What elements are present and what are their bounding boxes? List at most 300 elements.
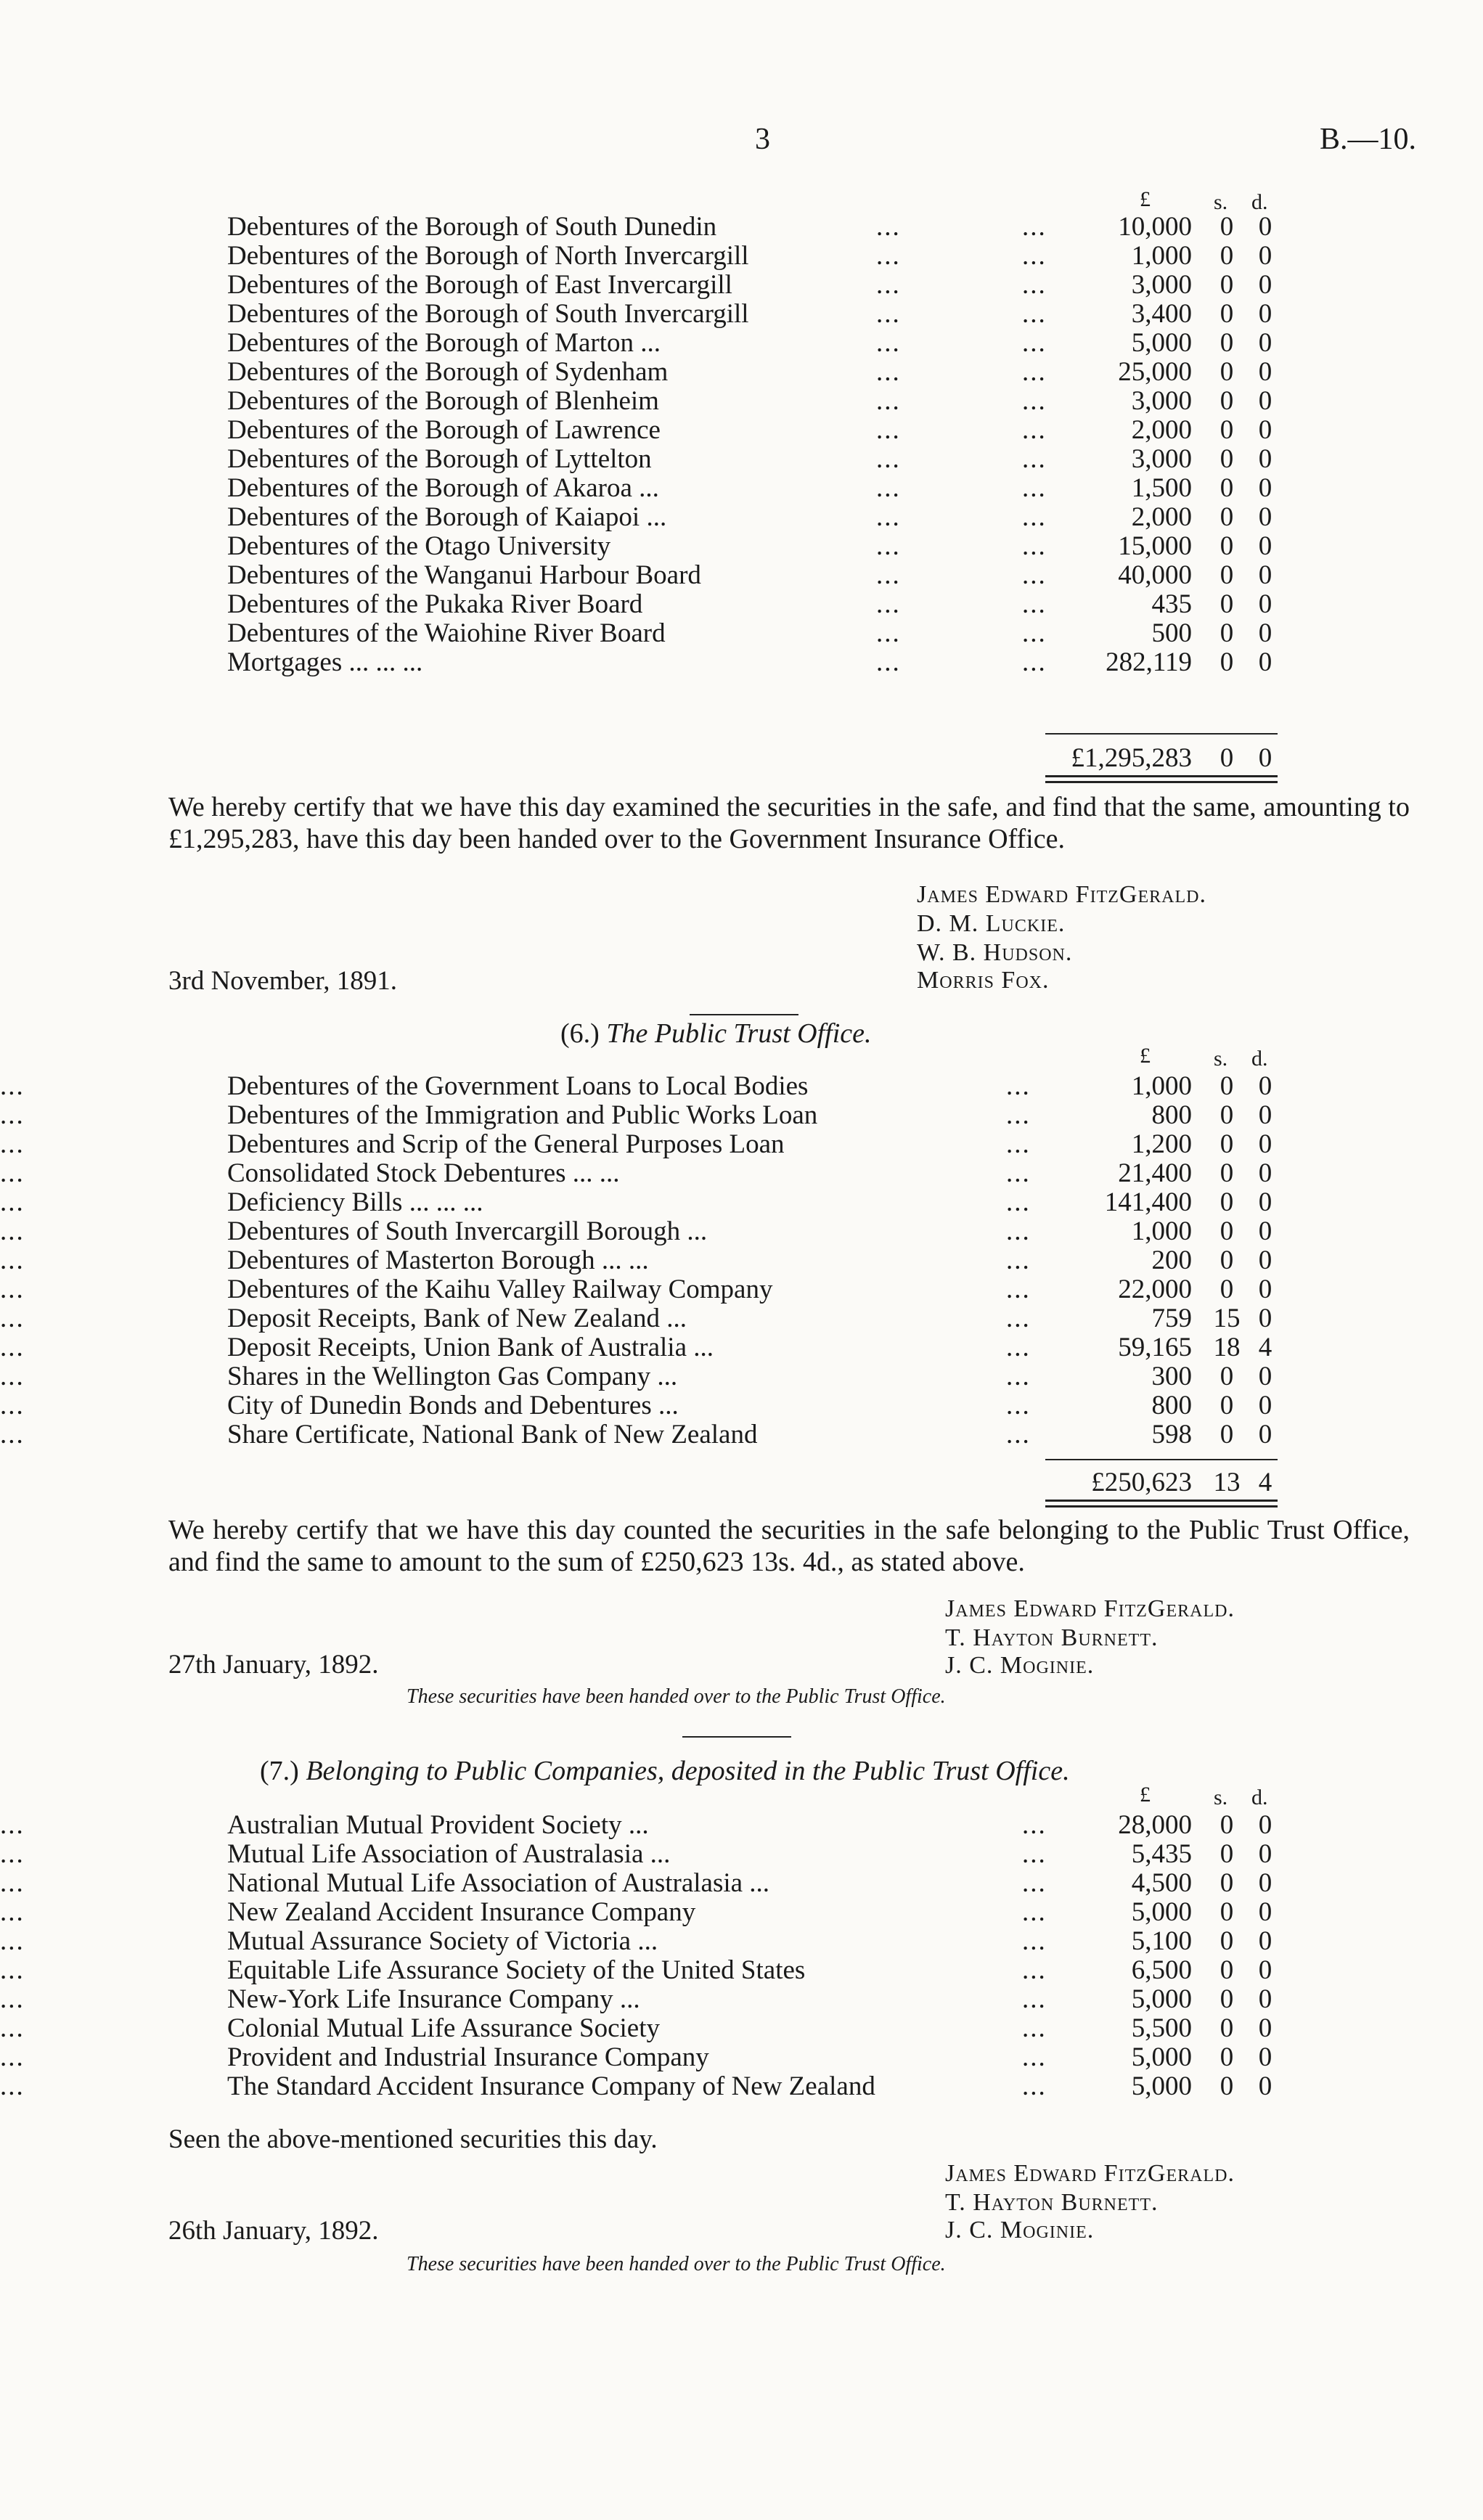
row-leader-dots: ... bbox=[0, 1129, 25, 1159]
row-pence: 0 bbox=[1258, 647, 1272, 677]
section6-total-row bbox=[0, 1468, 1483, 1498]
row-label: Debentures of the Borough of Lawrence bbox=[227, 415, 661, 445]
section7-row bbox=[0, 1839, 1483, 1870]
row-pence: 0 bbox=[1258, 1926, 1272, 1956]
row-label: Debentures of the Immigration and Public Works Loan bbox=[227, 1100, 818, 1130]
section5-row bbox=[0, 270, 1483, 300]
section7-signatory-2: T. Hayton Burnett. bbox=[945, 2189, 1159, 2216]
row-shillings: 0 bbox=[1220, 415, 1234, 445]
row-shillings: 0 bbox=[1220, 357, 1234, 387]
s6-pounds-header: £ bbox=[1140, 1044, 1151, 1068]
row-leader-dots: ... bbox=[0, 1391, 25, 1420]
row-leader-dots: ... bbox=[1006, 1333, 1031, 1362]
row-shillings: 15 bbox=[1213, 1304, 1241, 1333]
row-pence: 0 bbox=[1258, 1129, 1272, 1159]
row-pounds: 5,000 bbox=[1131, 2042, 1192, 2072]
section7-date: 26th January, 1892. bbox=[168, 2216, 379, 2246]
section5-total-shillings: 0 bbox=[1220, 743, 1234, 773]
row-leader-dots: ... bbox=[1006, 1071, 1031, 1101]
section6-title bbox=[560, 1018, 872, 1050]
row-pounds: 3,000 bbox=[1131, 270, 1192, 300]
section6-row bbox=[0, 1245, 1483, 1276]
document-reference: B.—10. bbox=[1320, 123, 1417, 156]
row-label: National Mutual Life Association of Australasia ... bbox=[227, 1868, 770, 1898]
row-leader-dots: ... bbox=[876, 473, 901, 503]
row-pounds: 1,500 bbox=[1131, 473, 1192, 503]
row-pence: 0 bbox=[1258, 531, 1272, 561]
row-label: Deposit Receipts, Bank of New Zealand ... bbox=[227, 1304, 687, 1333]
section7-row bbox=[0, 1955, 1483, 1986]
row-pence: 0 bbox=[1258, 1187, 1272, 1217]
section6-row bbox=[0, 1216, 1483, 1247]
row-leader-dots: ... bbox=[876, 299, 901, 329]
row-pence: 0 bbox=[1258, 2071, 1272, 2101]
section5-signatory-2: D. M. Luckie. bbox=[917, 910, 1066, 937]
section6-total-pounds: £250,623 bbox=[1091, 1468, 1192, 1497]
row-leader-dots: ... bbox=[1022, 560, 1047, 590]
row-pence: 0 bbox=[1258, 1304, 1272, 1333]
section5-row bbox=[0, 531, 1483, 562]
row-leader-dots: ... bbox=[876, 415, 901, 445]
row-label: Debentures of the Borough of Marton ... bbox=[227, 328, 661, 358]
separator-2 bbox=[682, 1736, 791, 1738]
row-leader-dots: ... bbox=[0, 1187, 25, 1217]
row-pounds: 22,000 bbox=[1118, 1275, 1192, 1304]
row-pence: 0 bbox=[1258, 2013, 1272, 2043]
row-leader-dots: ... bbox=[0, 1275, 25, 1304]
row-shillings: 0 bbox=[1220, 1926, 1234, 1956]
section5-total-pounds: £1,295,283 bbox=[1071, 743, 1192, 773]
section6-row bbox=[0, 1391, 1483, 1421]
pence-column-header: d. bbox=[1251, 190, 1268, 214]
row-pence: 0 bbox=[1258, 1897, 1272, 1927]
row-pounds: 2,000 bbox=[1131, 415, 1192, 445]
row-label: Mutual Assurance Society of Victoria ... bbox=[227, 1926, 658, 1956]
row-leader-dots: ... bbox=[0, 1420, 25, 1449]
row-shillings: 0 bbox=[1220, 328, 1234, 358]
section6-row bbox=[0, 1129, 1483, 1160]
row-leader-dots: ... bbox=[876, 618, 901, 648]
row-leader-dots: ... bbox=[0, 1304, 25, 1333]
row-pounds: 40,000 bbox=[1118, 560, 1192, 590]
row-leader-dots: ... bbox=[1022, 444, 1047, 474]
row-pence: 0 bbox=[1258, 502, 1272, 532]
section5-row bbox=[0, 473, 1483, 504]
row-shillings: 0 bbox=[1220, 1955, 1234, 1985]
row-leader-dots: ... bbox=[1022, 386, 1047, 416]
section6-date: 27th January, 1892. bbox=[168, 1650, 379, 1680]
row-leader-dots: ... bbox=[1022, 1926, 1047, 1956]
section7-row bbox=[0, 2013, 1483, 2044]
section5-row bbox=[0, 241, 1483, 271]
row-leader-dots: ... bbox=[1022, 618, 1047, 648]
shillings-column-header: s. bbox=[1214, 190, 1228, 214]
row-pence: 0 bbox=[1258, 270, 1272, 300]
row-pence: 0 bbox=[1258, 1810, 1272, 1840]
section5-row bbox=[0, 328, 1483, 359]
row-pounds: 1,000 bbox=[1131, 241, 1192, 271]
row-pounds: 1,000 bbox=[1131, 1216, 1192, 1246]
row-leader-dots: ... bbox=[1022, 473, 1047, 503]
row-label: Debentures of the Borough of Akaroa ... bbox=[227, 473, 659, 503]
row-leader-dots: ... bbox=[876, 560, 901, 590]
row-label: Debentures of the Otago University bbox=[227, 531, 611, 561]
row-leader-dots: ... bbox=[0, 1362, 25, 1391]
row-pence: 0 bbox=[1258, 415, 1272, 445]
row-leader-dots: ... bbox=[1022, 1868, 1047, 1898]
section5-total-rule-2 bbox=[1045, 781, 1278, 783]
row-leader-dots: ... bbox=[1006, 1275, 1031, 1304]
row-pounds: 759 bbox=[1151, 1304, 1192, 1333]
row-leader-dots: ... bbox=[0, 2042, 25, 2072]
section7-row bbox=[0, 1868, 1483, 1899]
row-label: Share Certificate, National Bank of New Zealand bbox=[227, 1420, 758, 1449]
row-label: Debentures of the Borough of Blenheim bbox=[227, 386, 659, 416]
row-leader-dots: ... bbox=[1022, 2042, 1047, 2072]
section5-subtotal-rule bbox=[1045, 733, 1278, 735]
section6-row bbox=[0, 1275, 1483, 1305]
row-leader-dots: ... bbox=[1022, 357, 1047, 387]
section6-certificate: We hereby certify that we have this day counted the securities in the safe belonging to the Public Trust Office, and find the same to amount to the sum of £250,623 13s. 4d., as stated above. bbox=[168, 1515, 1410, 1577]
section6-signatory-2: T. Hayton Burnett. bbox=[945, 1624, 1159, 1651]
row-label: Debentures of the Waiohine River Board bbox=[227, 618, 666, 648]
page-number: 3 bbox=[755, 123, 770, 156]
row-shillings: 0 bbox=[1220, 560, 1234, 590]
row-shillings: 0 bbox=[1220, 299, 1234, 329]
row-pence: 0 bbox=[1258, 618, 1272, 648]
row-leader-dots: ... bbox=[0, 1333, 25, 1362]
section6-total-rule-1 bbox=[1045, 1500, 1278, 1502]
row-shillings: 0 bbox=[1220, 386, 1234, 416]
row-pence: 4 bbox=[1258, 1333, 1272, 1362]
row-leader-dots: ... bbox=[1006, 1362, 1031, 1391]
row-pounds: 3,000 bbox=[1131, 386, 1192, 416]
row-leader-dots: ... bbox=[0, 1071, 25, 1101]
row-leader-dots: ... bbox=[1006, 1100, 1031, 1130]
row-pence: 0 bbox=[1258, 1100, 1272, 1130]
row-shillings: 0 bbox=[1220, 1245, 1234, 1275]
row-label: Debentures of the Borough of East Invercargill bbox=[227, 270, 732, 300]
row-shillings: 0 bbox=[1220, 1129, 1234, 1159]
row-pounds: 1,000 bbox=[1131, 1071, 1192, 1101]
row-label: Debentures and Scrip of the General Purposes Loan bbox=[227, 1129, 785, 1159]
s7-pounds-header: £ bbox=[1140, 1783, 1151, 1807]
row-pence: 0 bbox=[1258, 444, 1272, 474]
section6-note: These securities have been handed over to the Public Trust Office. bbox=[407, 1685, 946, 1708]
row-pence: 0 bbox=[1258, 1362, 1272, 1391]
row-leader-dots: ... bbox=[1006, 1304, 1031, 1333]
row-leader-dots: ... bbox=[1022, 212, 1047, 242]
row-shillings: 0 bbox=[1220, 1187, 1234, 1217]
section6-row bbox=[0, 1100, 1483, 1131]
row-pence: 0 bbox=[1258, 328, 1272, 358]
section5-row bbox=[0, 560, 1483, 591]
row-shillings: 0 bbox=[1220, 2013, 1234, 2043]
row-label: Colonial Mutual Life Assurance Society bbox=[227, 2013, 660, 2043]
row-pence: 0 bbox=[1258, 1839, 1272, 1869]
row-leader-dots: ... bbox=[0, 1897, 25, 1927]
row-shillings: 0 bbox=[1220, 1810, 1234, 1840]
row-shillings: 0 bbox=[1220, 1158, 1234, 1188]
row-label: Debentures of the Government Loans to Local Bodies bbox=[227, 1071, 809, 1101]
row-pence: 0 bbox=[1258, 1158, 1272, 1188]
row-pence: 0 bbox=[1258, 1245, 1272, 1275]
row-leader-dots: ... bbox=[1022, 270, 1047, 300]
row-pounds: 141,400 bbox=[1104, 1187, 1192, 1217]
row-label: Debentures of Masterton Borough ... ... bbox=[227, 1245, 649, 1275]
section7-row bbox=[0, 1926, 1483, 1957]
row-leader-dots: ... bbox=[1022, 1955, 1047, 1985]
row-leader-dots: ... bbox=[1022, 415, 1047, 445]
row-leader-dots: ... bbox=[1006, 1391, 1031, 1420]
section5-signatory-3: W. B. Hudson. bbox=[917, 939, 1073, 966]
s7-pence-header: d. bbox=[1251, 1785, 1268, 1809]
row-pounds: 800 bbox=[1151, 1100, 1192, 1130]
section5-total-row bbox=[0, 743, 1483, 774]
row-pence: 0 bbox=[1258, 386, 1272, 416]
row-pounds: 300 bbox=[1151, 1362, 1192, 1391]
row-label: Debentures of South Invercargill Borough ... bbox=[227, 1216, 708, 1246]
section7-signatory-3: J. C. Moginie. bbox=[945, 2217, 1095, 2243]
row-leader-dots: ... bbox=[0, 1868, 25, 1898]
row-shillings: 0 bbox=[1220, 1391, 1234, 1420]
section7-title bbox=[260, 1755, 1070, 1787]
row-leader-dots: ... bbox=[876, 270, 901, 300]
row-leader-dots: ... bbox=[0, 1100, 25, 1130]
section7-note: These securities have been handed over to the Public Trust Office. bbox=[407, 2253, 946, 2275]
section6-signatory-3: J. C. Moginie. bbox=[945, 1652, 1095, 1679]
row-shillings: 0 bbox=[1220, 1216, 1234, 1246]
row-label: Provident and Industrial Insurance Company bbox=[227, 2042, 709, 2072]
row-shillings: 0 bbox=[1220, 1839, 1234, 1869]
row-pence: 0 bbox=[1258, 1868, 1272, 1898]
row-leader-dots: ... bbox=[876, 647, 901, 677]
row-shillings: 0 bbox=[1220, 1362, 1234, 1391]
row-shillings: 0 bbox=[1220, 1275, 1234, 1304]
row-leader-dots: ... bbox=[1022, 241, 1047, 271]
row-label: New-York Life Insurance Company ... bbox=[227, 1984, 640, 2014]
section6-row bbox=[0, 1420, 1483, 1450]
row-pence: 0 bbox=[1258, 2042, 1272, 2072]
row-leader-dots: ... bbox=[0, 2071, 25, 2101]
row-label: Debentures of the Wanganui Harbour Board bbox=[227, 560, 701, 590]
row-label: Debentures of the Borough of Kaiapoi ... bbox=[227, 502, 667, 532]
row-shillings: 0 bbox=[1220, 1420, 1234, 1449]
row-pence: 0 bbox=[1258, 1955, 1272, 1985]
section5-row bbox=[0, 444, 1483, 475]
row-leader-dots: ... bbox=[0, 1158, 25, 1188]
row-pounds: 3,000 bbox=[1131, 444, 1192, 474]
row-pence: 0 bbox=[1258, 241, 1272, 271]
row-pence: 0 bbox=[1258, 1275, 1272, 1304]
section5-row bbox=[0, 502, 1483, 533]
row-label: Mutual Life Association of Australasia ... bbox=[227, 1839, 671, 1869]
row-label: New Zealand Accident Insurance Company bbox=[227, 1897, 696, 1927]
row-label: Debentures of the Borough of North Invercargill bbox=[227, 241, 749, 271]
section5-signatory-4: Morris Fox. bbox=[917, 967, 1050, 994]
row-leader-dots: ... bbox=[1022, 589, 1047, 619]
row-label: Mortgages ... ... ... bbox=[227, 647, 423, 677]
section6-number: (6.) bbox=[560, 1018, 600, 1049]
section6-row bbox=[0, 1333, 1483, 1363]
row-pounds: 282,119 bbox=[1106, 647, 1192, 677]
row-label: City of Dunedin Bonds and Debentures ... bbox=[227, 1391, 679, 1420]
row-label: Equitable Life Assurance Society of the United States bbox=[227, 1955, 806, 1985]
row-label: Debentures of the Borough of South Invercargill bbox=[227, 299, 749, 329]
section6-row bbox=[0, 1304, 1483, 1334]
row-shillings: 0 bbox=[1220, 531, 1234, 561]
row-leader-dots: ... bbox=[0, 1926, 25, 1956]
section5-row bbox=[0, 647, 1483, 678]
row-pence: 0 bbox=[1258, 1420, 1272, 1449]
row-shillings: 0 bbox=[1220, 270, 1234, 300]
row-leader-dots: ... bbox=[1022, 647, 1047, 677]
row-pence: 0 bbox=[1258, 1216, 1272, 1246]
row-pence: 0 bbox=[1258, 560, 1272, 590]
row-leader-dots: ... bbox=[1022, 1839, 1047, 1869]
row-leader-dots: ... bbox=[1022, 2071, 1047, 2101]
row-shillings: 0 bbox=[1220, 444, 1234, 474]
row-shillings: 0 bbox=[1220, 1897, 1234, 1927]
section6-subtotal-rule bbox=[1045, 1459, 1278, 1460]
row-pounds: 1,200 bbox=[1131, 1129, 1192, 1159]
row-leader-dots: ... bbox=[876, 357, 901, 387]
row-pence: 0 bbox=[1258, 589, 1272, 619]
row-leader-dots: ... bbox=[1006, 1158, 1031, 1188]
row-label: Debentures of the Borough of Sydenham bbox=[227, 357, 669, 387]
section5-date: 3rd November, 1891. bbox=[168, 966, 398, 996]
row-leader-dots: ... bbox=[1022, 299, 1047, 329]
section7-signatory-1: James Edward FitzGerald. bbox=[945, 2160, 1235, 2187]
s6-shillings-header: s. bbox=[1214, 1047, 1228, 1071]
row-shillings: 0 bbox=[1220, 1868, 1234, 1898]
row-pence: 0 bbox=[1258, 1984, 1272, 2014]
row-leader-dots: ... bbox=[0, 2013, 25, 2043]
row-shillings: 0 bbox=[1220, 647, 1234, 677]
row-shillings: 0 bbox=[1220, 1100, 1234, 1130]
row-pounds: 21,400 bbox=[1118, 1158, 1192, 1188]
row-leader-dots: ... bbox=[1022, 502, 1047, 532]
row-pounds: 5,000 bbox=[1131, 2071, 1192, 2101]
row-shillings: 0 bbox=[1220, 2042, 1234, 2072]
row-label: Debentures of the Kaihu Valley Railway Company bbox=[227, 1275, 773, 1304]
row-leader-dots: ... bbox=[876, 531, 901, 561]
row-leader-dots: ... bbox=[1006, 1420, 1031, 1449]
section6-signatory-1: James Edward FitzGerald. bbox=[945, 1595, 1235, 1622]
row-leader-dots: ... bbox=[0, 1810, 25, 1840]
row-leader-dots: ... bbox=[1006, 1187, 1031, 1217]
row-pence: 0 bbox=[1258, 1391, 1272, 1420]
section5-row bbox=[0, 618, 1483, 649]
section5-row bbox=[0, 299, 1483, 330]
section6-row bbox=[0, 1187, 1483, 1218]
row-pounds: 5,000 bbox=[1131, 1984, 1192, 2014]
row-shillings: 0 bbox=[1220, 589, 1234, 619]
section7-row bbox=[0, 2042, 1483, 2073]
section5-row bbox=[0, 212, 1483, 242]
row-label: Debentures of the Borough of Lyttelton bbox=[227, 444, 652, 474]
section6-total-pence: 4 bbox=[1258, 1468, 1272, 1497]
row-pounds: 500 bbox=[1151, 618, 1192, 648]
section6-row bbox=[0, 1362, 1483, 1392]
row-leader-dots: ... bbox=[1022, 1897, 1047, 1927]
row-label: Deposit Receipts, Union Bank of Australia ... bbox=[227, 1333, 714, 1362]
section7-row bbox=[0, 1984, 1483, 2015]
row-shillings: 0 bbox=[1220, 1071, 1234, 1101]
row-pence: 0 bbox=[1258, 473, 1272, 503]
row-pounds: 5,000 bbox=[1131, 328, 1192, 358]
separator-1 bbox=[690, 1014, 798, 1015]
row-pence: 0 bbox=[1258, 357, 1272, 387]
row-pence: 0 bbox=[1258, 299, 1272, 329]
row-leader-dots: ... bbox=[0, 1984, 25, 2014]
section5-certificate: We hereby certify that we have this day examined the securities in the safe, and find that the same, amounting to £1,295,283, have this day been handed over to the Government Insurance Office. bbox=[168, 792, 1410, 854]
row-pounds: 59,165 bbox=[1118, 1333, 1192, 1362]
section7-number: (7.) bbox=[260, 1756, 299, 1786]
row-leader-dots: ... bbox=[876, 386, 901, 416]
section5-total-pence: 0 bbox=[1258, 743, 1272, 773]
row-pounds: 435 bbox=[1151, 589, 1192, 619]
section7-title-text: Belonging to Public Companies, deposited in the Public Trust Office. bbox=[306, 1756, 1070, 1786]
row-leader-dots: ... bbox=[876, 241, 901, 271]
row-pounds: 6,500 bbox=[1131, 1955, 1192, 1985]
row-leader-dots: ... bbox=[1022, 1984, 1047, 2014]
row-pounds: 15,000 bbox=[1118, 531, 1192, 561]
row-leader-dots: ... bbox=[1006, 1245, 1031, 1275]
row-leader-dots: ... bbox=[876, 328, 901, 358]
row-leader-dots: ... bbox=[1022, 328, 1047, 358]
section5-row bbox=[0, 386, 1483, 417]
row-label: Consolidated Stock Debentures ... ... bbox=[227, 1158, 620, 1188]
row-pence: 0 bbox=[1258, 1071, 1272, 1101]
section6-total-rule-2 bbox=[1045, 1505, 1278, 1508]
row-pounds: 3,400 bbox=[1131, 299, 1192, 329]
row-label: Debentures of the Pukaka River Board bbox=[227, 589, 643, 619]
row-pounds: 200 bbox=[1151, 1245, 1192, 1275]
section5-row bbox=[0, 589, 1483, 620]
row-label: The Standard Accident Insurance Company of New Zealand bbox=[227, 2071, 875, 2101]
section7-row bbox=[0, 1810, 1483, 1841]
row-pounds: 2,000 bbox=[1131, 502, 1192, 532]
row-shillings: 0 bbox=[1220, 502, 1234, 532]
row-leader-dots: ... bbox=[1022, 2013, 1047, 2043]
row-leader-dots: ... bbox=[0, 1216, 25, 1246]
row-label: Deficiency Bills ... ... ... bbox=[227, 1187, 483, 1217]
row-shillings: 0 bbox=[1220, 1984, 1234, 2014]
row-shillings: 0 bbox=[1220, 618, 1234, 648]
row-shillings: 18 bbox=[1213, 1333, 1241, 1362]
row-pounds: 25,000 bbox=[1118, 357, 1192, 387]
section6-row bbox=[0, 1158, 1483, 1189]
row-leader-dots: ... bbox=[1022, 1810, 1047, 1840]
row-leader-dots: ... bbox=[1022, 531, 1047, 561]
row-pounds: 5,100 bbox=[1131, 1926, 1192, 1956]
row-shillings: 0 bbox=[1220, 473, 1234, 503]
row-leader-dots: ... bbox=[0, 1839, 25, 1869]
row-label: Debentures of the Borough of South Dunedin bbox=[227, 212, 717, 242]
row-pounds: 28,000 bbox=[1118, 1810, 1192, 1840]
row-leader-dots: ... bbox=[1006, 1216, 1031, 1246]
row-label: Australian Mutual Provident Society ... bbox=[227, 1810, 649, 1840]
row-leader-dots: ... bbox=[1006, 1129, 1031, 1159]
section7-seen-text: Seen the above-mentioned securities this day. bbox=[168, 2124, 658, 2154]
row-shillings: 0 bbox=[1220, 241, 1234, 271]
row-leader-dots: ... bbox=[876, 212, 901, 242]
row-leader-dots: ... bbox=[876, 589, 901, 619]
row-pounds: 5,500 bbox=[1131, 2013, 1192, 2043]
row-pounds: 5,435 bbox=[1131, 1839, 1192, 1869]
section7-row bbox=[0, 2071, 1483, 2102]
